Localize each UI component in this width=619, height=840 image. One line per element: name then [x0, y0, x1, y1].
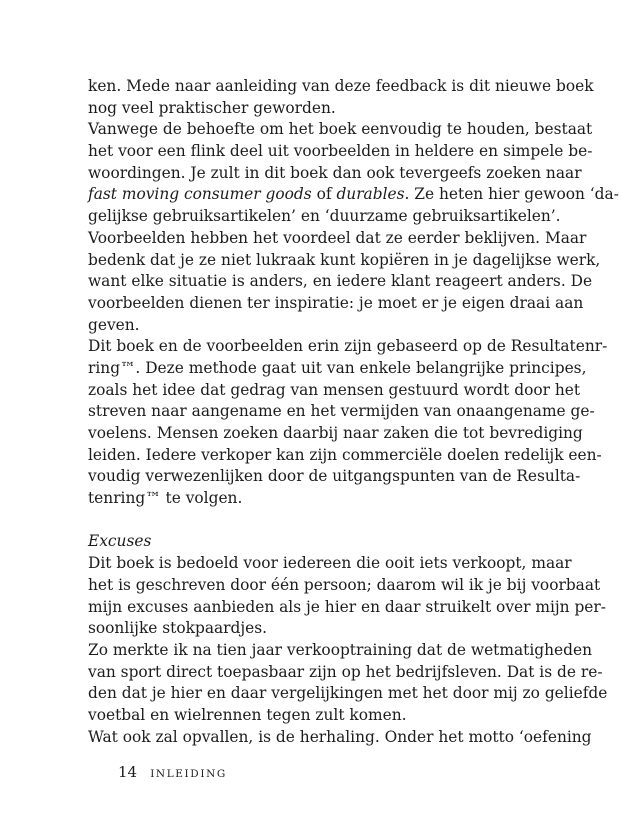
text-line: Wat ook zal opvallen, is de herhaling. Onder het motto ‘oefening — [88, 727, 592, 746]
text-line: voudig verwezenlijken door de uitgangspunten van de Resulta- — [88, 467, 581, 486]
text-line: zoals het idee dat gedrag van mensen gestuurd wordt door het — [88, 380, 581, 399]
text-line: den dat je hier en daar vergelijkingen met het door mij zo geliefde — [88, 684, 608, 703]
text-line: het is geschreven door één persoon; daarom wil ik je bij voorbaat — [88, 575, 601, 594]
blank-line — [88, 510, 456, 532]
italic-term: durables — [336, 185, 405, 204]
text-line: woordingen. Je zult in dit boek dan ook tevergeefs zoeken naar — [88, 163, 582, 182]
text-line: Voorbeelden hebben het voordeel dat ze eerder beklijven. Maar — [88, 228, 587, 247]
section-heading: Excuses — [88, 532, 152, 551]
text-line: ken. Mede naar aanleiding van deze feedback is dit nieuwe boek — [88, 77, 594, 95]
text-line: geven. — [88, 315, 140, 334]
text-line: Dit boek en de voorbeelden erin zijn gebaseerd op de Resultatenr- — [88, 337, 608, 356]
text-line: mijn excuses aanbieden als je hier en daar struikelt over mijn per- — [88, 597, 606, 616]
text-line: het voor een flink deel uit voorbeelden in heldere en simpele be- — [88, 142, 593, 161]
text-line: Zo merkte ik na tien jaar verkooptraining dat de wetmatigheden — [88, 640, 592, 659]
running-head: INLEIDING — [150, 768, 227, 780]
text-line: bedenk dat je ze niet lukraak kunt kopiëren in je dagelijkse werk, — [88, 250, 601, 269]
body-text — [88, 76, 619, 748]
text-line: Dit boek is bedoeld voor iedereen die ooit iets verkoopt, maar — [88, 554, 572, 573]
text-line: ring™. Deze methode gaat uit van enkele belangrijke principes, — [88, 358, 587, 377]
text-line: Vanwege de behoefte om het boek eenvoudig te houden, bestaat — [88, 120, 593, 139]
page-footer — [118, 762, 227, 781]
text-line: soonlijke stokpaardjes. — [88, 619, 268, 638]
text-line: gelijkse gebruiksartikelen’ en ‘duurzame gebruiksartikelen’. — [88, 207, 561, 226]
text-line: van sport direct toepasbaar zijn op het bedrijfsleven. Dat is de re- — [88, 662, 603, 681]
text-line: streven naar aangename en het vermijden van onaangename ge- — [88, 402, 595, 421]
text-line: nog veel praktischer geworden. — [88, 98, 336, 117]
text-line: tenring™ te volgen. — [88, 489, 243, 508]
text-line: want elke situatie is anders, en iedere klant reageert anders. De — [88, 272, 593, 291]
inline-text: of — [311, 185, 337, 204]
text-line — [88, 184, 619, 206]
inline-text: . Ze heten hier gewoon ‘da- — [404, 185, 619, 204]
italic-term: fast moving consumer goods — [88, 185, 312, 204]
page-number: 14 — [118, 763, 138, 781]
text-line: voorbeelden dienen ter inspiratie: je moet er je eigen draai aan — [88, 293, 584, 312]
text-line: voetbal en wielrennen tegen zult komen. — [88, 705, 407, 724]
text-line: leiden. Iedere verkoper kan zijn commerciële doelen redelijk een- — [88, 445, 602, 464]
text-line: voelens. Mensen zoeken daarbij naar zaken die tot bevrediging — [88, 424, 583, 442]
